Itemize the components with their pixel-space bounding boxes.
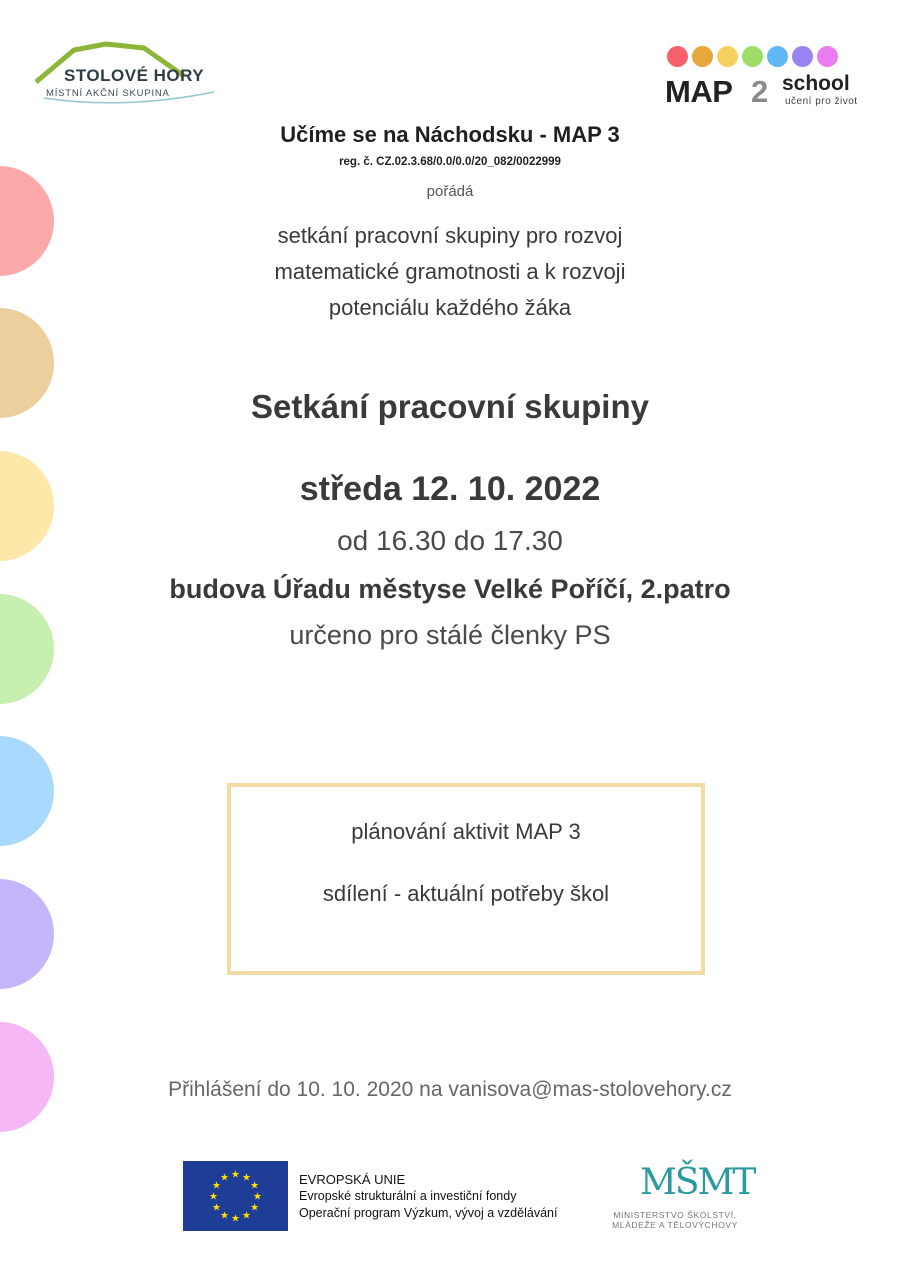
map-dot: [692, 46, 713, 67]
eu-star-icon: ★: [209, 1191, 218, 1203]
msmt-logo: [605, 1162, 755, 1232]
eu-name: EVROPSKÁ UNIE: [299, 1172, 406, 1187]
eu-star-icon: ★: [253, 1191, 262, 1203]
eu-star-icon: ★: [211, 1180, 221, 1192]
eu-program: Operační program Výzkum, vývoj a vzdělávání: [299, 1206, 558, 1220]
stolove-hory-subtitle: MÍSTNÍ AKČNÍ SKUPINA: [46, 88, 170, 99]
agenda-item: plánování aktivit MAP 3: [351, 819, 581, 844]
map2school-logo: [665, 44, 875, 110]
agenda-item: sdílení - aktuální potřeby škol: [322, 881, 610, 906]
msmt-line: MINISTERSTVO ŠKOLSTVÍ,: [613, 1210, 737, 1220]
agenda-box: [227, 783, 705, 975]
msmt-mark: MŠMT: [640, 1162, 755, 1203]
map-dot: [667, 46, 688, 67]
eu-text: [299, 1171, 557, 1222]
eu-star-icon: ★: [250, 1180, 260, 1192]
map-color-dots: [667, 46, 838, 67]
eu-stars: [183, 1161, 288, 1231]
eu-star-icon: ★: [242, 1210, 251, 1222]
map-school-word: school: [782, 72, 850, 95]
msmt-text: [605, 1210, 745, 1230]
msmt-line: MLÁDEŽE A TĚLOVÝCHOVY: [612, 1220, 738, 1230]
map-dot: [817, 46, 838, 67]
event-date: středa 12. 10. 2022: [299, 470, 601, 508]
map-dot: [742, 46, 763, 67]
eu-star-icon: ★: [242, 1172, 251, 1184]
event-heading: Setkání pracovní skupiny: [251, 388, 649, 425]
description-line: setkání pracovní skupiny pro rozvoj: [277, 223, 623, 248]
event-time: od 16.30 do 17.30: [337, 525, 563, 556]
map-number: 2: [751, 74, 769, 109]
map-dot: [767, 46, 788, 67]
registration-number: reg. č. CZ.02.3.68/0.0/0.0/20_082/0022999: [339, 156, 561, 168]
decorative-circle-blue: [0, 736, 54, 846]
map-tagline: učení pro život: [785, 96, 858, 107]
eu-star-icon: ★: [250, 1202, 260, 1214]
eu-star-icon: ★: [231, 1169, 240, 1181]
event-description: [0, 218, 900, 326]
eu-star-icon: ★: [220, 1210, 229, 1222]
decorative-circle-pink: [0, 1022, 54, 1132]
event-place: budova Úřadu městyse Velké Poříčí, 2.patro: [169, 574, 731, 604]
registration-note: Přihlášení do 10. 10. 2020 na vanisova@mas-stolovehory.cz: [168, 1078, 732, 1101]
eu-funds: Evropské strukturální a investiční fondy: [299, 1189, 517, 1203]
eu-flag-icon: [183, 1161, 288, 1231]
decorative-circle-purple: [0, 879, 54, 989]
stolove-hory-title: STOLOVÉ HORY: [64, 66, 205, 85]
stolove-hory-logo: [34, 40, 224, 110]
organizes-label: pořádá: [426, 183, 474, 200]
eu-star-icon: ★: [211, 1202, 221, 1214]
eu-star-icon: ★: [220, 1172, 229, 1184]
map-dot: [792, 46, 813, 67]
map-dot: [717, 46, 738, 67]
description-line: matematické gramotnosti a k rozvoji: [274, 259, 626, 284]
event-audience: určeno pro stálé členky PS: [289, 620, 611, 650]
description-line: potenciálu každého žáka: [328, 295, 572, 320]
project-title: Učíme se na Náchodsku - MAP 3: [280, 122, 620, 147]
eu-star-icon: ★: [231, 1213, 240, 1225]
map-word: MAP: [665, 74, 733, 109]
